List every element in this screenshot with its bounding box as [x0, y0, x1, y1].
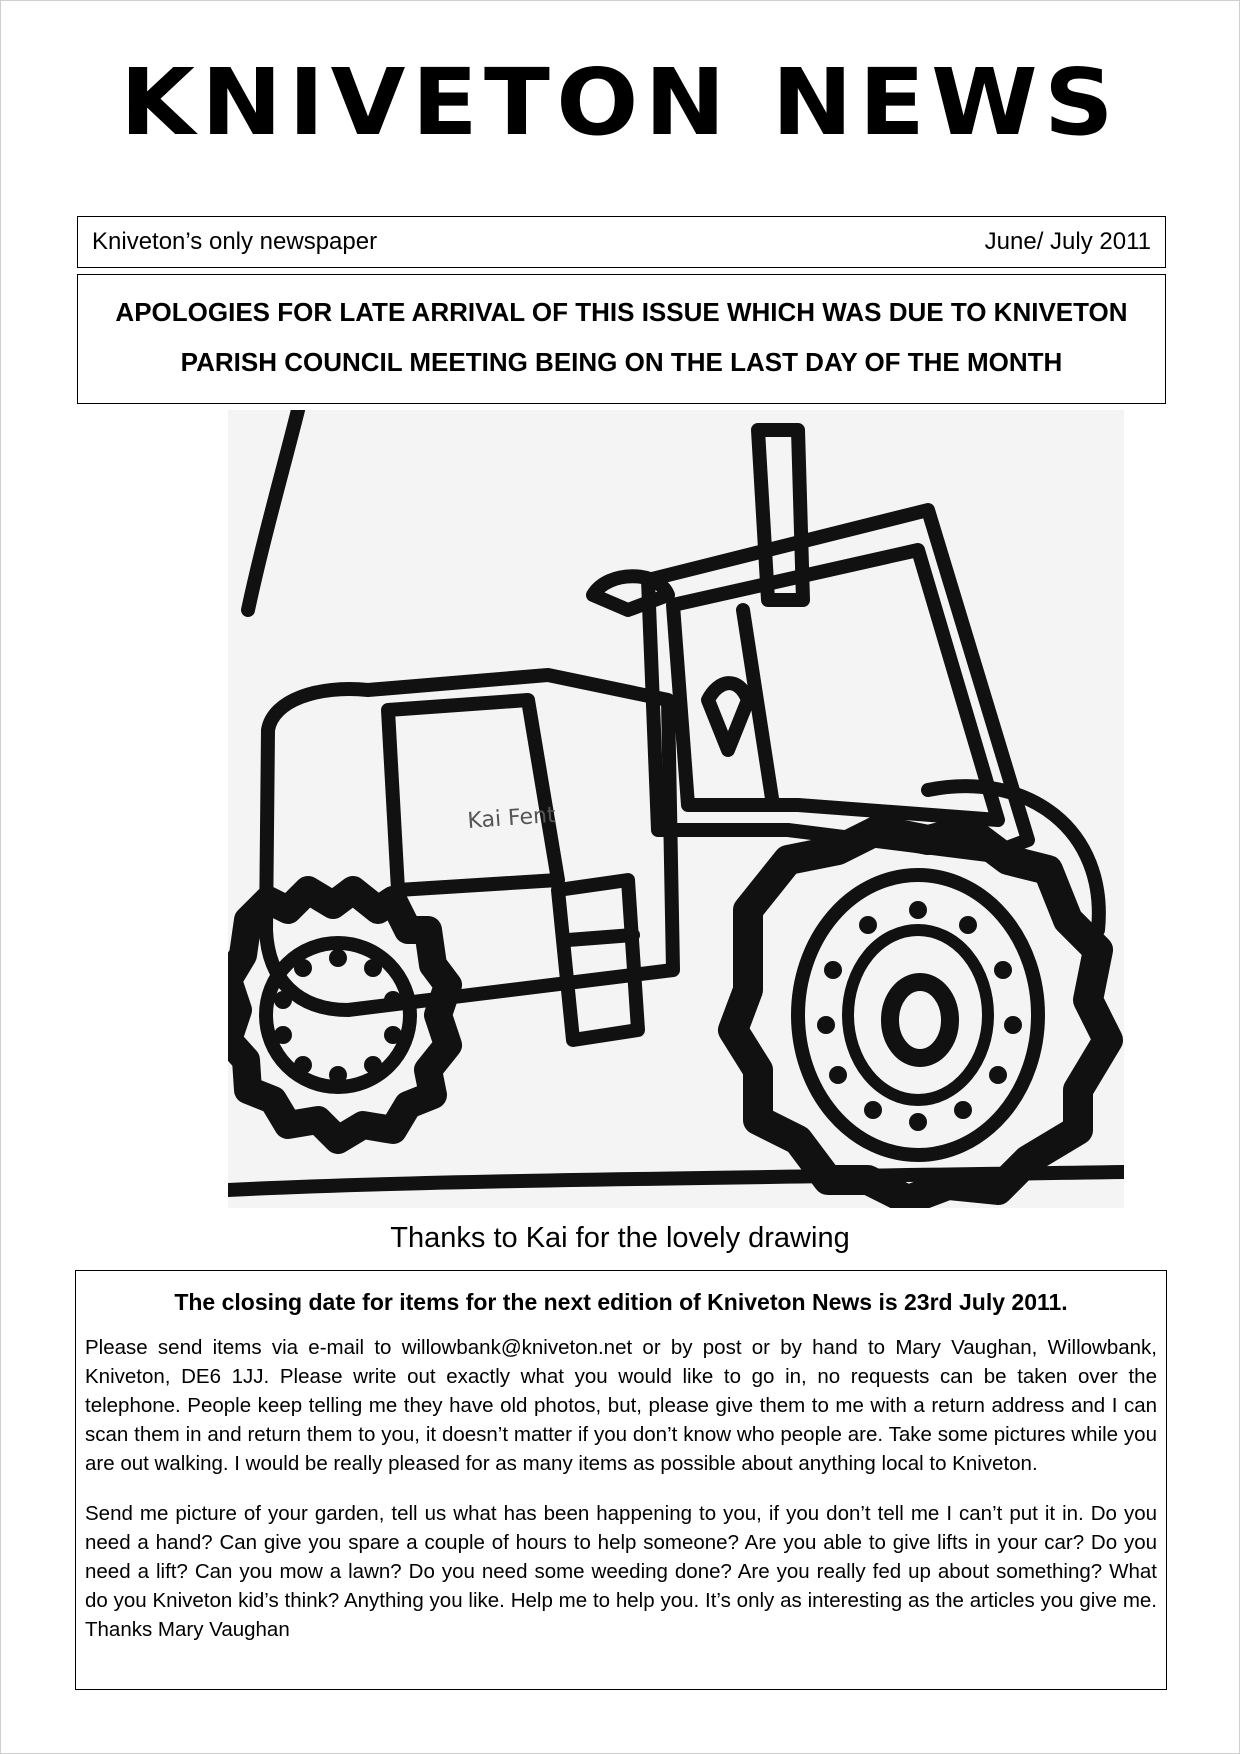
- apology-line-2: PARISH COUNCIL MEETING BEING ON THE LAST DAY OF THE MONTH: [180, 347, 1063, 377]
- tagline-text: Kniveton’s only newspaper: [92, 228, 378, 255]
- tractor-drawing: [228, 410, 1124, 1208]
- step-rung: [568, 935, 633, 940]
- drawing-signature: Kai Fent: [466, 802, 557, 834]
- tagline-box: [77, 216, 1166, 268]
- call-for-contributions: Send me picture of your garden, tell us what has been happening to you, if you don’t tell me I can’t put it in. Do you need a hand? Can give you spare a couple of hours to help someone? Are you able to give lifts in your car? Do you need a lift? Can you mow a lawn? Do you need some weeding done? Are you really fed up about something? What do you Kniveton kid’s think? Anything you like. Help me to help you. It’s only as interesting as the articles you give me. Thanks Mary Vaughan: [85, 1502, 1157, 1641]
- issue-date: June/ July 2011: [984, 228, 1151, 255]
- closing-date-heading: The closing date for items for the next edition of Kniveton News is 23rd July 2011.: [174, 1289, 1068, 1315]
- masthead-title: KNIVETON NEWS: [120, 49, 1120, 156]
- submission-instructions: Please send items via e-mail to willowbank@kniveton.net or by post or by hand to Mary Vaughan, Willowbank, Kniveton, DE6 1JJ. Please write out exactly what you would like to go in, no requests can be taken over the telephone. People keep telling me they have old photos, but, please give them to me with a return address and I can scan them in and return them to you, it doesn’t matter if you don’t know who people are. Take some pictures while you are out walking. I would be really pleased for as many items as possible about anything local to Kniveton.: [85, 1336, 1157, 1475]
- closing-info-box: [75, 1270, 1167, 1690]
- drawing-caption: Thanks to Kai for the lovely drawing: [390, 1222, 850, 1254]
- apology-box: [77, 274, 1166, 404]
- apology-notice: [78, 287, 1165, 387]
- apology-line-1: APOLOGIES FOR LATE ARRIVAL OF THIS ISSUE WHICH WAS DUE TO KNIVETON: [115, 297, 1128, 327]
